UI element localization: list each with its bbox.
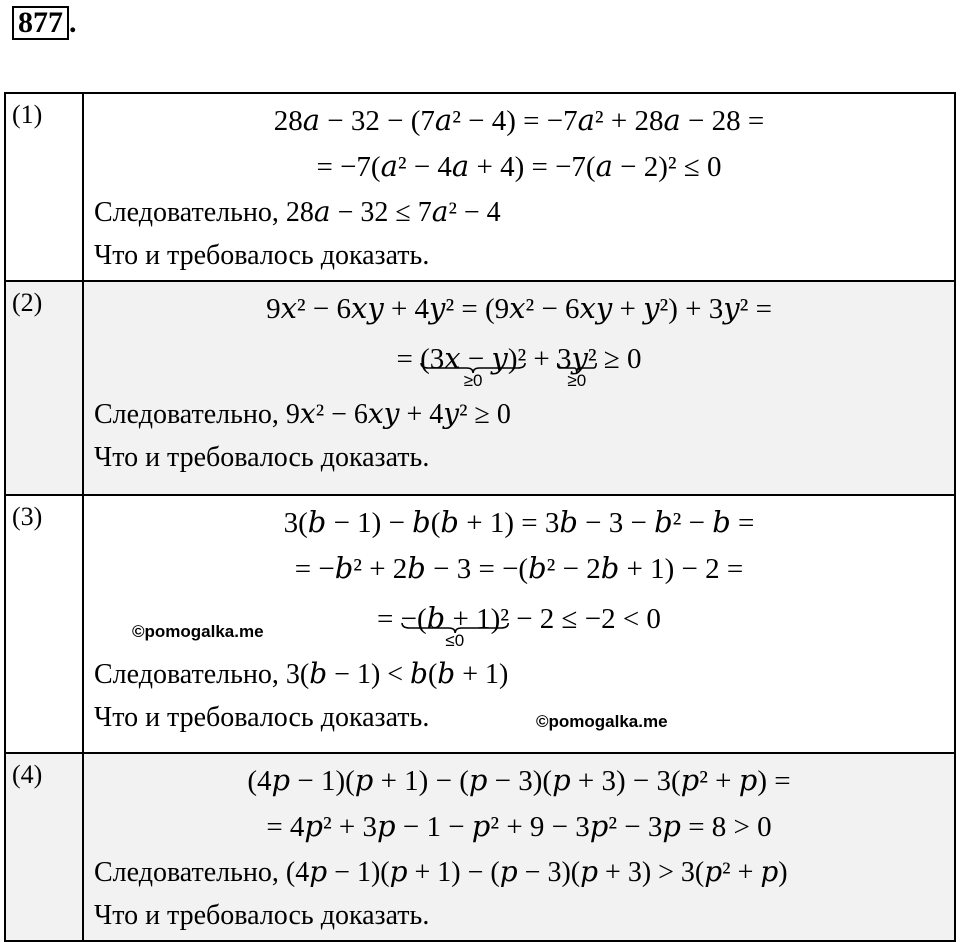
row-body xyxy=(83,281,955,495)
equation-line: 9𝑥² − 6𝑥𝑦 + 4𝑦² = (9𝑥² − 6𝑥𝑦 + 𝑦²) + 3𝑦² = xyxy=(266,293,772,325)
underbrace-term: 3𝑦² xyxy=(557,343,597,375)
row-body xyxy=(83,93,955,281)
solution-table xyxy=(4,92,956,942)
watermark: ©pomogalka.me xyxy=(132,622,264,641)
equation-suffix: ≥ 0 xyxy=(596,343,642,375)
underbrace-group xyxy=(557,332,597,390)
equation-mid: + xyxy=(526,343,558,375)
conclusion-text: Следовательно, 9𝑥² − 6𝑥𝑦 + 4𝑦² ≥ 0 xyxy=(94,399,511,430)
underbrace-note: ≥0 xyxy=(463,371,483,390)
task-number xyxy=(12,6,77,40)
equation-suffix: − 2 ≤ −2 < 0 xyxy=(508,603,661,635)
task-number-suffix: . xyxy=(69,6,77,39)
solution-row-2 xyxy=(5,281,955,495)
underbrace-term: −(𝑏 + 1)² xyxy=(400,603,509,635)
final-text: Что и требовалось доказать. xyxy=(94,442,430,473)
underbrace-note: ≤0 xyxy=(445,631,465,650)
row-number: (3) xyxy=(5,495,83,753)
equation-prefix: = xyxy=(396,343,421,375)
equation-line: = 4𝑝² + 3𝑝 − 1 − 𝑝² + 9 − 3𝑝² − 3𝑝 = 8 > 0 xyxy=(266,811,772,843)
conclusion-text: Следовательно, 3(𝑏 − 1) < 𝑏(𝑏 + 1) xyxy=(94,659,509,690)
equation-line: (4𝑝 − 1)(𝑝 + 1) − (𝑝 − 3)(𝑝 + 3) − 3(𝑝² + 𝑝) = xyxy=(247,765,791,797)
final-text: Что и требовалось доказать. xyxy=(94,240,430,271)
row-number: (2) xyxy=(5,281,83,495)
row-number: (4) xyxy=(5,753,83,941)
equation-line: 28𝑎 − 32 − (7𝑎² − 4) = −7𝑎² + 28𝑎 − 28 = xyxy=(273,105,765,137)
equation-line: 3(𝑏 − 1) − 𝑏(𝑏 + 1) = 3𝑏 − 3 − 𝑏² − 𝑏 = xyxy=(283,507,755,539)
underbrace-term: (3𝑥 − 𝑦)² xyxy=(420,343,527,375)
row-body xyxy=(83,753,955,941)
final-text: Что и требовалось доказать. xyxy=(94,702,430,733)
equation-prefix: = xyxy=(377,603,401,635)
equation-line: = −7(𝑎² − 4𝑎 + 4) = −7(𝑎 − 2)² ≤ 0 xyxy=(316,151,722,183)
conclusion-text: Следовательно, 28𝑎 − 32 ≤ 7𝑎² − 4 xyxy=(94,197,501,228)
solution-row-4 xyxy=(5,753,955,941)
row-number: (1) xyxy=(5,93,83,281)
task-number-box: 877 xyxy=(12,6,69,40)
equation-line-underbraced xyxy=(94,332,944,390)
equation-line: = −𝑏² + 2𝑏 − 3 = −(𝑏² − 2𝑏 + 1) − 2 = xyxy=(294,553,744,585)
final-text: Что и требовалось доказать. xyxy=(94,900,430,931)
watermark: ©pomogalka.me xyxy=(536,712,668,731)
underbrace-group xyxy=(400,592,509,650)
underbrace-note: ≥0 xyxy=(567,371,587,390)
conclusion-text: Следовательно, (4𝑝 − 1)(𝑝 + 1) − (𝑝 − 3)(𝑝 + 3) > 3(𝑝² + 𝑝) xyxy=(94,857,788,888)
underbrace-group xyxy=(420,332,527,390)
solution-row-1 xyxy=(5,93,955,281)
